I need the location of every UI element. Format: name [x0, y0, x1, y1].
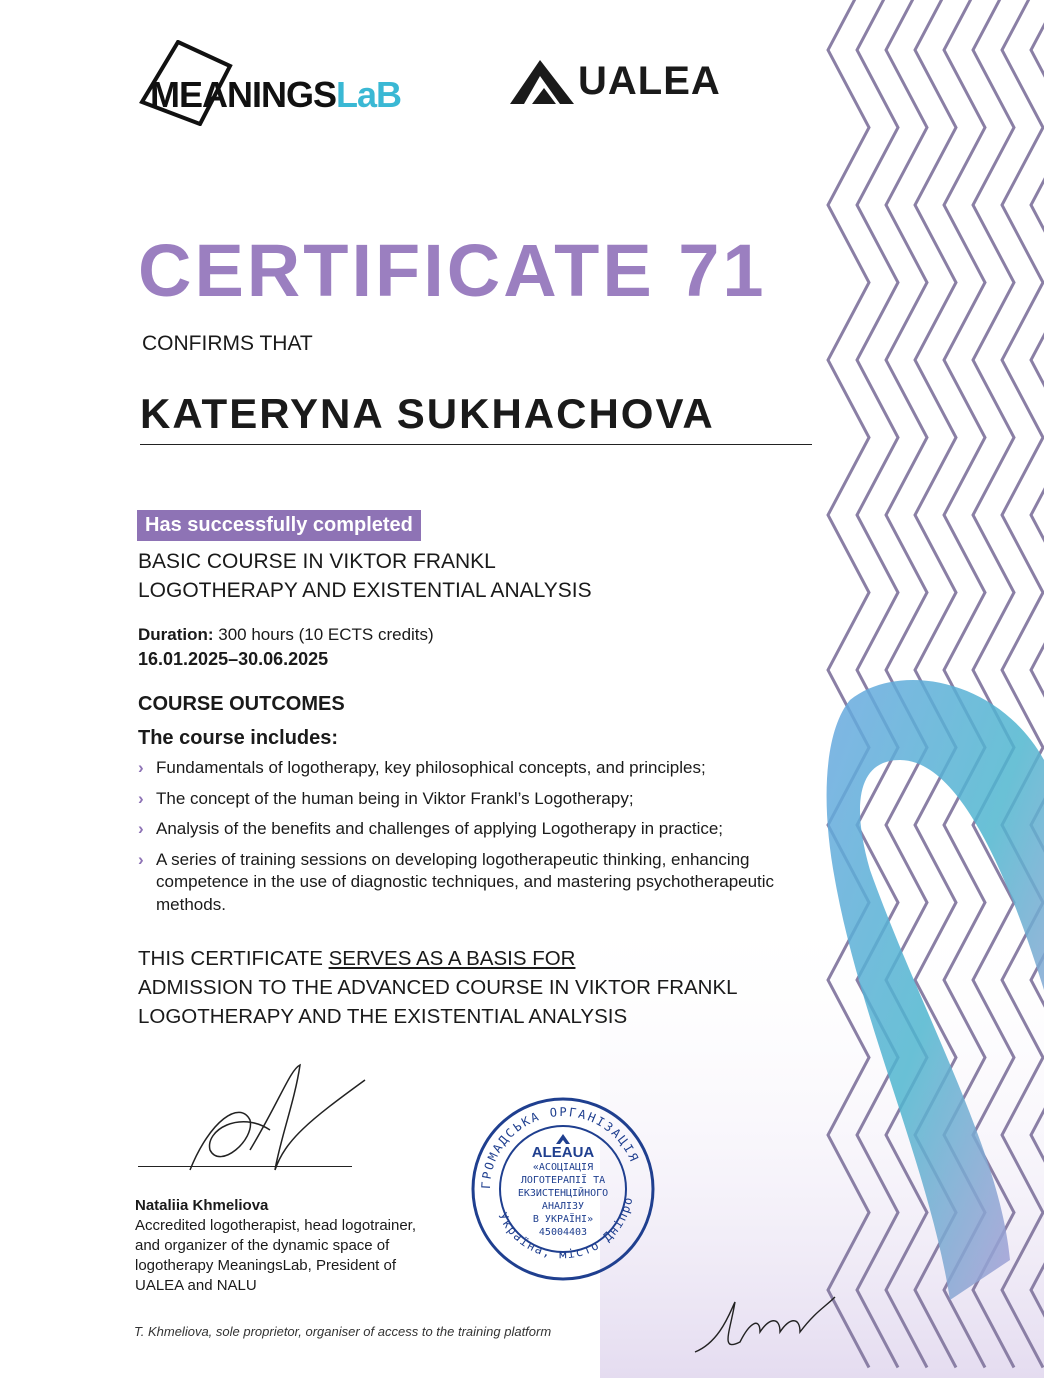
list-item: › A series of training sessions on developing logotherapeutic thinking, enhancing competence in the use of diagnostic techniques, and mastering psychotherapeutic methods.	[138, 849, 775, 914]
duration-value: 300 hours (10 ECTS credits)	[213, 625, 434, 644]
chevron-right-icon: ›	[138, 819, 144, 838]
chevron-right-icon: ›	[138, 849, 144, 869]
meaningslab-logo: MEANINGSLaB	[138, 40, 408, 126]
footer-note: T. Khmeliova, sole proprietor, organiser of access to the training platform	[134, 1324, 552, 1339]
completed-badge: Has successfully completed	[137, 510, 421, 541]
signer-block	[135, 1196, 425, 1296]
chevron-right-icon: ›	[138, 758, 144, 777]
course-name	[138, 547, 838, 605]
signer-name: Nataliia Khmeliova	[135, 1197, 269, 1214]
mountain-icon	[510, 58, 574, 104]
recipient-name: KATERYNA SUKHACHOVA	[140, 390, 812, 445]
certificate-title: CERTIFICATE 71	[138, 229, 767, 312]
main-content	[138, 510, 838, 1031]
duration-label: Duration:	[138, 625, 214, 644]
signature-khmeliova	[180, 1060, 370, 1190]
duration	[138, 623, 838, 671]
svg-text:ГРОМАДСЬКА ОРГАНІЗАЦІЯ: ГРОМАДСЬКА ОРГАНІЗАЦІЯ	[478, 1104, 642, 1190]
outcomes-subheading: The course includes:	[138, 727, 339, 749]
list-item: › The concept of the human being in Viktor Frankl’s Logotherapy;	[138, 788, 838, 811]
course-dates: 16.01.2025–30.06.2025	[138, 649, 329, 669]
confirms-text: CONFIRMS THAT	[142, 332, 313, 355]
signature-footer	[690, 1282, 840, 1362]
list-item: › Fundamentals of logotherapy, key philosophical concepts, and principles;	[138, 757, 838, 780]
course-line: LOGOTHERAPY AND EXISTENTIAL ANALYSIS	[138, 579, 592, 602]
signature-line	[138, 1166, 352, 1167]
ualea-logo: UALEA	[510, 56, 721, 106]
signer-description: Accredited logotherapist, head logotrainer, and organizer of the dynamic space of logotherapy MeaningsLab, President of UALEA and NALU	[135, 1217, 417, 1294]
official-stamp: ГРОМАДСЬКА ОРГАНІЗАЦІЯ Україна, місто Дніпро ALEAUA «АСОЦІАЦІЯ ЛОГОТЕРАПІЇ ТА ЕКЗИСТЕНЦІЙНОГО АНАЛІЗУ В УКРАЇНІ» 45004403	[470, 1096, 656, 1282]
basis-statement: THIS CERTIFICATE SERVES AS A BASIS FOR ADMISSION TO THE ADVANCED COURSE IN VIKTOR FRANKL LOGOTHERAPY AND THE EXISTENTIAL ANALYSIS	[138, 947, 738, 1028]
outcomes-list	[138, 757, 838, 916]
course-line: BASIC COURSE IN VIKTOR FRANKL	[138, 550, 496, 573]
list-item: › Analysis of the benefits and challenges of applying Logotherapy in practice;	[138, 818, 796, 841]
chevron-right-icon: ›	[138, 788, 144, 808]
svg-text:Україна, місто Дніпро: Україна, місто Дніпро	[495, 1194, 636, 1262]
outcomes-heading: COURSE OUTCOMES	[138, 693, 345, 715]
